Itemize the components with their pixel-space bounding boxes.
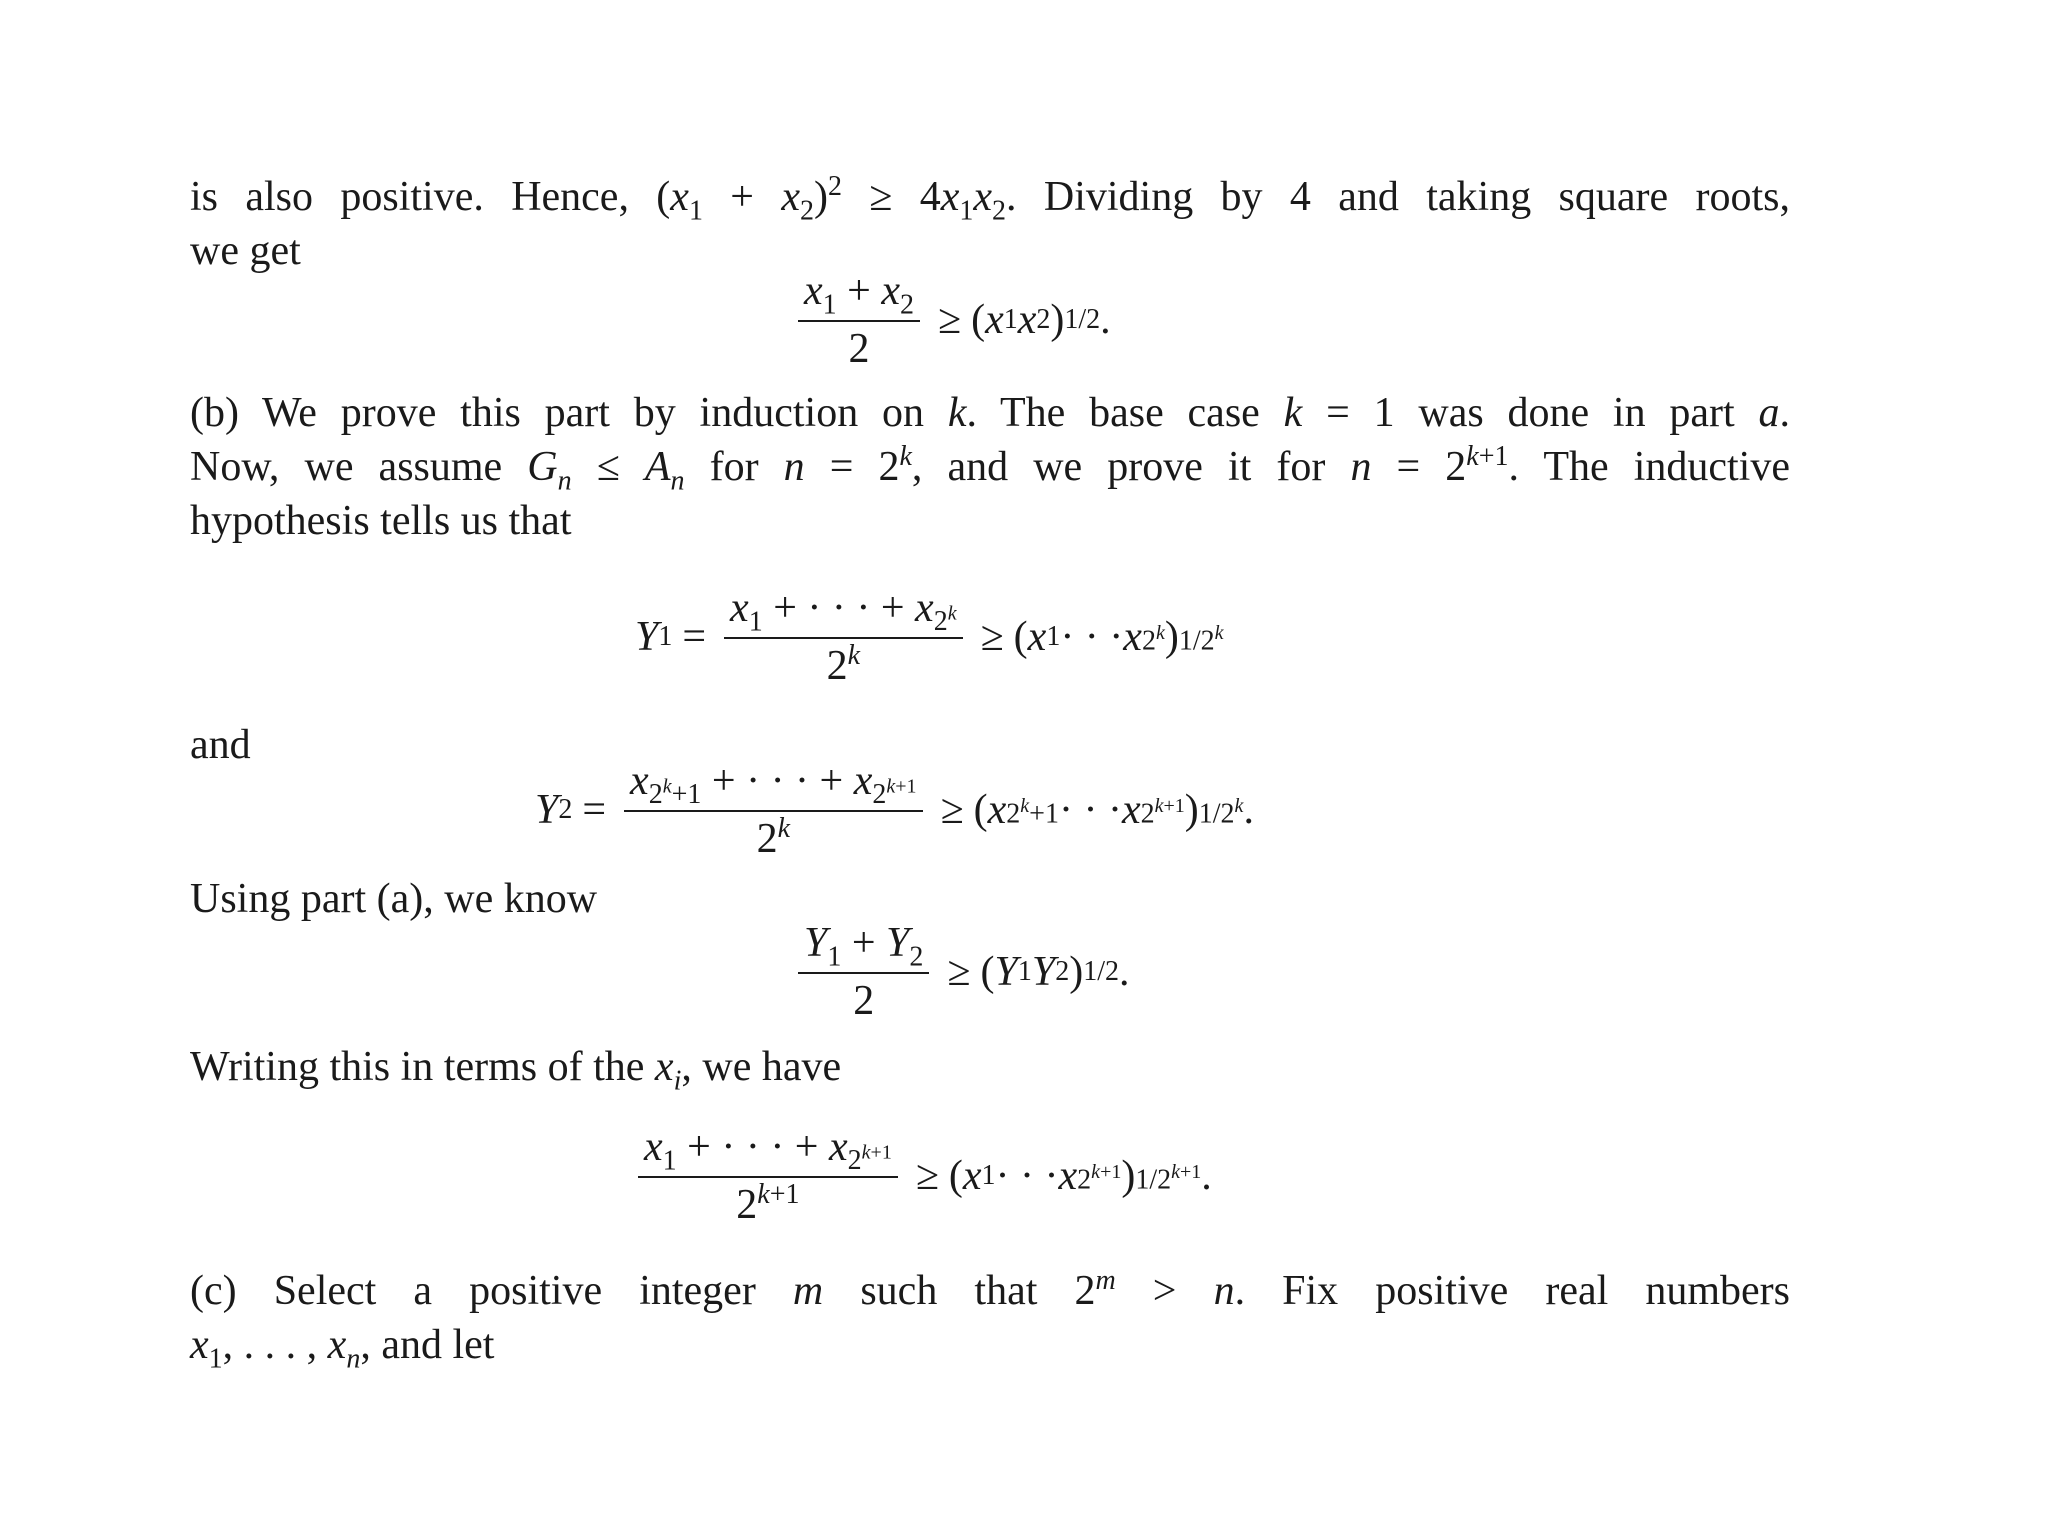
equation-y2: Y 2 = $\frac{x_{2^k+1} + \cdot \cdot \cdot + x_{2^{k+1}}}{2^k}$ ≥ ( x $2^k+1$ · · · x $2^{k+1}$ ) 1/2$^k$ . <box>535 758 1254 862</box>
text-run: we get <box>190 228 301 274</box>
equation-am-gm-two: $\frac{x_1 + x_2}{2}$ ≥ ( x 1 x 2 ) 1/2 . <box>790 268 1111 372</box>
text-run: is also positive. Hence, ( <box>190 174 671 220</box>
fraction: $\frac{x_1 + \cdot \cdot \cdot + x_{2^{k+1}}}{2^{k+1}}$ <box>638 1124 898 1228</box>
text-run: Using part (a), we know <box>190 876 598 922</box>
text-run: . The base case <box>966 390 1284 436</box>
fraction: $\frac{Y_1 + Y_2}{2}$ <box>798 920 929 1024</box>
text-run: = 1 was done in part <box>1302 390 1759 436</box>
paragraph-line <box>190 872 1790 926</box>
paragraph-line: (c) Select a positive integer m such that $2^m > n$. Fix positive real numbers <box>190 1265 1790 1314</box>
text-run: , we have <box>681 1044 842 1090</box>
text-run: . Fix positive real numbers <box>1234 1268 1790 1314</box>
text-run: Dividing by 4 and taking square roots, <box>1043 174 1791 220</box>
text-run: . The inductive <box>1508 444 1790 490</box>
text-run: Now, we assume <box>190 444 528 490</box>
paragraph-line <box>190 494 1790 548</box>
paragraph-line: (b) We prove this part by induction on k. The base case k = 1 was done in part a. <box>190 390 1791 436</box>
text-run: > <box>1115 1268 1214 1314</box>
paragraph-line: is also positive. Hence, $(x_1 + x_2)^2 \ge 4x_1x_2$. Dividing by 4 and taking square roots, <box>190 171 1791 227</box>
text-run: (c) Select a positive integer <box>190 1268 793 1314</box>
fraction: $\frac{x_{2^k+1} + \cdot \cdot \cdot + x_{2^{k+1}}}{2^k}$ <box>624 758 923 862</box>
paragraph-line: Writing this in terms of the $x_i$, we have <box>190 1044 842 1097</box>
text-run: hypothesis tells us that <box>190 498 572 544</box>
text-run: such that 2 <box>823 1268 1096 1314</box>
paragraph-line: Now, we assume $G_n \le A_n$ for $n = 2^k$, and we prove it for $n = 2^{k+1}$. The inductive <box>190 441 1790 497</box>
text-run: , and we prove it for <box>911 444 1351 490</box>
equation-y-am-gm: $\frac{Y_1 + Y_2}{2}$ ≥ ( Y 1 Y 2 ) 1/2 . <box>790 920 1129 1024</box>
text-run: (b) We prove this part by induction on <box>190 390 948 436</box>
text-run: for <box>684 444 784 490</box>
equation-final: $\frac{x_1 + \cdot \cdot \cdot + x_{2^{k+1}}}{2^{k+1}}$ ≥ ( x 1 · · · x $2^{k+1}$ ) $1/2^{k+1}$ . <box>630 1124 1212 1228</box>
equation-y1: Y 1 = $\frac{x_1 + \cdot \cdot \cdot + x_{2^k}}{2^k}$ ≥ ( x 1 · · · x 2$^k$ ) 1/2$^k$ <box>635 585 1224 689</box>
paragraph-line: $x_1$, . . . , $x_n$, and let <box>190 1322 495 1375</box>
fraction: $\frac{x_1 + x_2}{2}$ <box>798 268 920 372</box>
fraction: $\frac{x_1 + \cdot \cdot \cdot + x_{2^k}}{2^k}$ <box>724 585 963 689</box>
text-run: Writing this in terms of the <box>190 1044 655 1090</box>
text-run: and <box>190 722 251 768</box>
text-run: , and let <box>360 1322 495 1368</box>
